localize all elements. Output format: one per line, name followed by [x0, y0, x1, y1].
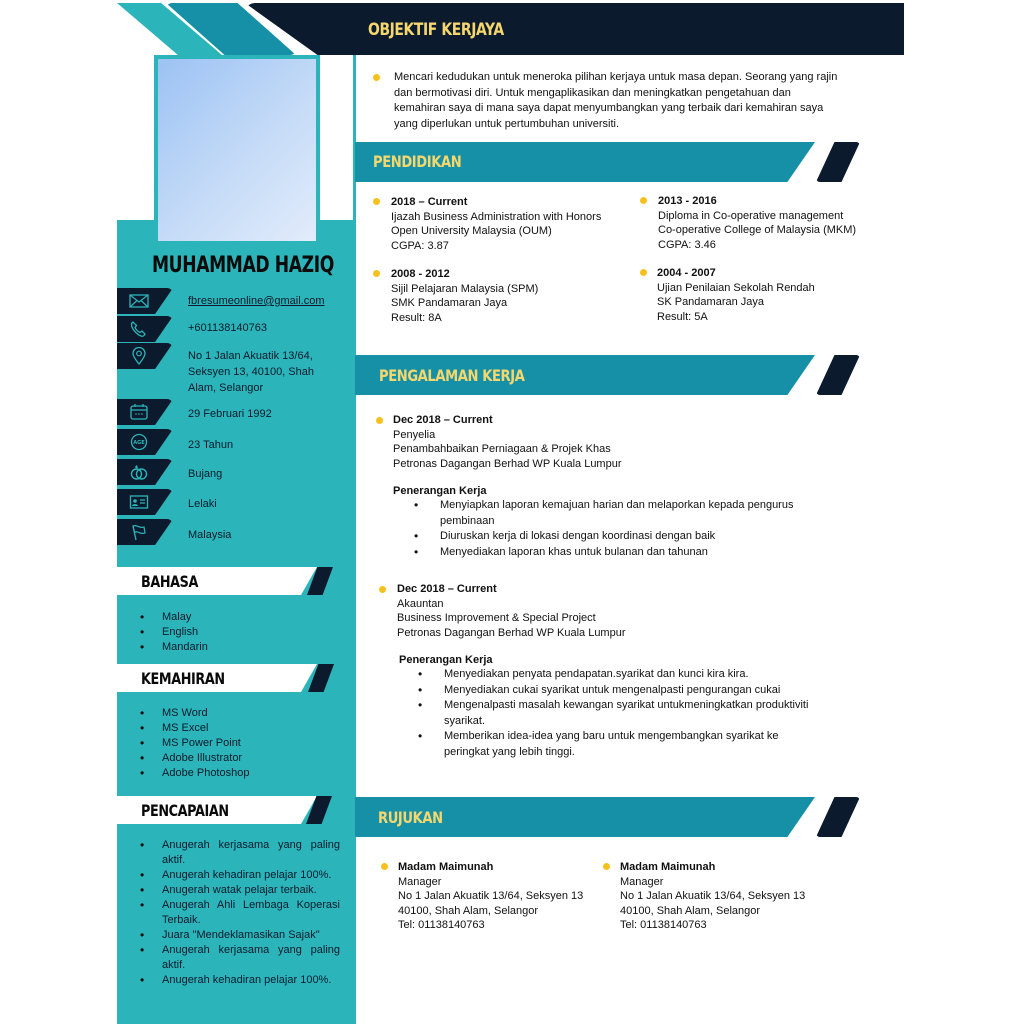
duty-item: • Menyiapkan laporan kemajuan harian dan melaporkan kepada pengurus pembinaan [414, 498, 814, 529]
education-line: SK Pandamaran Jaya [657, 296, 765, 308]
experience-position: Akauntan [397, 597, 444, 610]
languages-title: BAHASA [141, 572, 199, 591]
age-icon [129, 433, 149, 451]
id-card-icon [129, 493, 149, 511]
experience-period: Dec 2018 – Current [393, 414, 493, 426]
experience-title: PENGALAMAN KERJA [379, 366, 525, 385]
svg-text:AGE: AGE [133, 440, 145, 446]
skills-list [140, 706, 249, 781]
education-entry [391, 195, 601, 253]
reference-bullet [603, 863, 610, 870]
reference-name: Madam Maimunah [620, 861, 716, 873]
email-link[interactable]: fbresumeonline@gmail.com [188, 295, 325, 307]
experience-entry [393, 413, 622, 471]
education-bullet [373, 198, 380, 205]
references-title: RUJUKAN [378, 808, 443, 827]
duty-item: • Memberikan idea-idea yang baru untuk mengembangkan syarikat ke peringkat yang lebih tinggi. [418, 729, 818, 760]
duty-item: • Diuruskan kerja di lokasi dengan koordinasi dengan baik [414, 529, 814, 545]
experience-bullet [376, 417, 383, 424]
education-line: Co-operative College of Malaysia (MKM) [658, 224, 857, 236]
reference-entry [620, 860, 805, 933]
education-entry [391, 267, 538, 325]
languages-list [140, 610, 208, 655]
education-line: Result: 5A [657, 310, 708, 323]
education-period: 2008 - 2012 [391, 268, 450, 280]
achievement-item: • Anugerah kerjasama yang paling aktif. [140, 838, 340, 868]
candidate-name: MUHAMMAD HAZIQ [152, 253, 334, 278]
contact-phone: +601138140763 [188, 322, 268, 334]
achievements-list [140, 838, 340, 988]
achievement-item: • Anugerah kehadiran pelajar 100%. [140, 973, 340, 988]
duty-item: • Menyediakan penyata pendapatan.syarikat dan kunci kira kira. [418, 667, 818, 683]
experience-desc-title: Penerangan Kerja [393, 485, 487, 497]
education-header-slash [816, 142, 860, 182]
experience-duties [418, 667, 818, 760]
contact-marital-status: Bujang [188, 468, 223, 480]
achievement-item: • Anugerah kerjasama yang paling aktif. [140, 943, 340, 973]
education-line: Open University Malaysia (OUM) [391, 225, 552, 237]
objective-text: Mencari kedudukan untuk meneroka pilihan kerjaya untuk masa depan. Seorang yang rajin dan bermotivasi diri. Untuk mengaplikasikan dan meningkatkan pengetahuan dan kemahiran saya di mana saya dapat menyumbangkan yang terbaik dari kemahiran saya yang diperlukan untuk pertumbuhan universiti. [394, 71, 838, 130]
experience-position: Penyelia [393, 428, 436, 441]
experience-department: Penambahbaikan Perniagaan & Projek Khas [393, 443, 611, 455]
reference-line: 40100, Shah Alam, Selangor [398, 904, 539, 917]
experience-duties [414, 498, 814, 560]
education-line: Diploma in Co-operative management [658, 209, 844, 222]
education-bullet [640, 269, 647, 276]
reference-line: 40100, Shah Alam, Selangor [620, 904, 761, 917]
education-entry [658, 194, 856, 252]
flag-icon [129, 523, 149, 541]
envelope-icon [129, 292, 149, 310]
education-period: 2013 - 2016 [658, 195, 717, 207]
experience-company: Petronas Dagangan Berhad WP Kuala Lumpur [393, 457, 622, 470]
experience-department: Business Improvement & Special Project [397, 612, 596, 624]
education-line: Ijazah Business Administration with Honors [391, 210, 602, 223]
skills-title: KEMAHIRAN [141, 669, 225, 688]
contact-email[interactable] [188, 293, 348, 309]
education-line: Sijil Pelajaran Malaysia (SPM) [391, 282, 539, 295]
rings-icon [129, 463, 149, 481]
education-line: Ujian Penilaian Sekolah Rendah [657, 281, 815, 294]
reference-line: Tel: 01138140763 [398, 919, 485, 931]
contact-nationality: Malaysia [188, 529, 232, 541]
experience-company: Petronas Dagangan Berhad WP Kuala Lumpur [397, 626, 626, 639]
education-bullet [640, 197, 647, 204]
reference-line: Manager [620, 875, 664, 888]
reference-line: No 1 Jalan Akuatik 13/64, Seksyen 13 [620, 890, 806, 902]
education-entry [657, 266, 815, 324]
experience-bullet [379, 586, 386, 593]
skill-item: • MS Word [140, 706, 249, 721]
duty-item: • Menyediakan laporan khas untuk bulanan dan tahunan [414, 545, 814, 561]
experience-entry [397, 582, 626, 640]
achievement-item: • Anugerah watak pelajar terbaik. [140, 883, 340, 898]
reference-line: Manager [398, 875, 442, 888]
location-pin-icon [129, 347, 149, 365]
education-line: SMK Pandamaran Jaya [391, 297, 508, 309]
education-period: 2018 – Current [391, 196, 468, 208]
education-line: CGPA: 3.46 [658, 238, 716, 251]
experience-period: Dec 2018 – Current [397, 583, 497, 595]
references-header-slash [816, 797, 860, 837]
education-period: 2004 - 2007 [657, 267, 716, 279]
language-item: • English [140, 625, 208, 640]
skill-item: • Adobe Illustrator [140, 751, 249, 766]
reference-line: Tel: 01138140763 [620, 919, 707, 931]
phone-icon [129, 320, 149, 338]
duty-item: • Mengenalpasti masalah kewangan syarikat untukmeningkatkan produktiviti syarikat. [418, 698, 818, 729]
objective-header-bar [245, 3, 904, 55]
duty-item: • Menyediakan cukai syarikat untuk mengenalpasti pengurangan cukai [418, 683, 818, 699]
objective-bullet [373, 74, 380, 81]
reference-name: Madam Maimunah [398, 861, 494, 873]
skill-item: • MS Power Point [140, 736, 249, 751]
skill-item: • Adobe Photoshop [140, 766, 249, 781]
education-bullet [373, 270, 380, 277]
achievement-item: • Anugerah kehadiran pelajar 100%. [140, 868, 340, 883]
profile-photo-frame [154, 55, 320, 245]
language-item: • Mandarin [140, 640, 208, 655]
contact-birthdate: 29 Februari 1992 [188, 408, 272, 420]
reference-bullet [381, 863, 388, 870]
contact-address: No 1 Jalan Akuatik 13/64, Seksyen 13, 40100, Shah Alam, Selangor [188, 350, 314, 394]
experience-desc-title: Penerangan Kerja [399, 654, 493, 666]
main-divider-line [353, 55, 356, 1024]
language-item: • Malay [140, 610, 208, 625]
profile-photo [158, 59, 316, 241]
education-title: PENDIDIKAN [373, 152, 462, 171]
objective-title: OBJEKTIF KERJAYA [368, 20, 504, 40]
achievement-item: • Juara "Mendeklamasikan Sajak" [140, 928, 340, 943]
contact-age: 23 Tahun [188, 439, 234, 451]
achievement-item: • Anugerah Ahli Lembaga Koperasi Terbaik. [140, 898, 340, 928]
calendar-icon [129, 403, 149, 421]
education-line: Result: 8A [391, 311, 442, 324]
achievements-title: PENCAPAIAN [141, 801, 229, 820]
reference-entry [398, 860, 583, 933]
reference-line: No 1 Jalan Akuatik 13/64, Seksyen 13 [398, 890, 584, 902]
contact-gender: Lelaki [188, 498, 217, 510]
experience-header-slash [816, 355, 860, 395]
skill-item: • MS Excel [140, 721, 249, 736]
education-line: CGPA: 3.87 [391, 239, 449, 252]
